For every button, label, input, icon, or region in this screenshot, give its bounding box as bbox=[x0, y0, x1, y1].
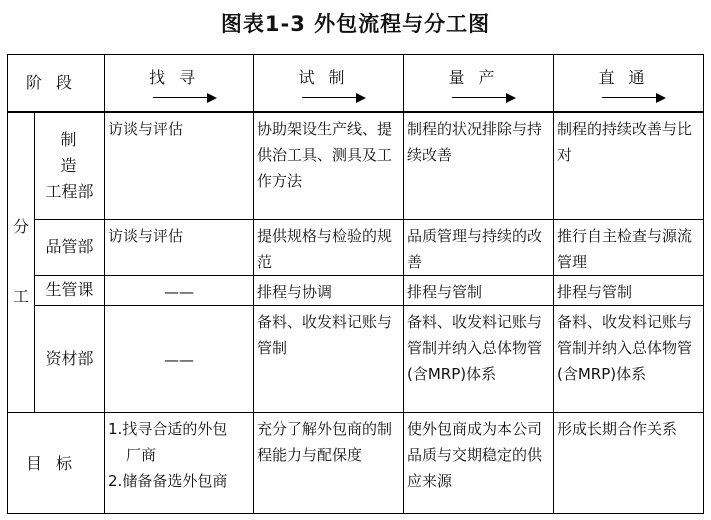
cell: 制程的状况排除与持续改善 bbox=[404, 112, 554, 219]
division-label: 分 工 bbox=[8, 112, 35, 412]
cell: 排程与管制 bbox=[554, 275, 704, 305]
cell: 充分了解外包商的制程能力与配保度 bbox=[254, 412, 404, 514]
phase-trial bbox=[254, 55, 404, 113]
arrow-right-icon bbox=[452, 93, 516, 103]
dept-production-control: 生管课 bbox=[35, 275, 105, 305]
dept-materials: 资材部 bbox=[35, 305, 105, 412]
phase-label: 试制 bbox=[298, 68, 359, 87]
cell: 使外包商成为本公司品质与交期稳定的供应来源 bbox=[404, 412, 554, 514]
goal-row bbox=[8, 412, 704, 514]
phase-mass bbox=[404, 55, 554, 113]
arrow-right-icon bbox=[153, 93, 217, 103]
phase-direct bbox=[554, 55, 704, 113]
arrow-right-icon bbox=[302, 93, 366, 103]
stage-label: 阶段 bbox=[8, 55, 105, 113]
page-title: 图表1-3 外包流程与分工图 bbox=[220, 12, 491, 36]
cell: 访谈与评估 bbox=[105, 219, 254, 275]
dept-quality: 品管部 bbox=[35, 219, 105, 275]
cell: 备料、收发料记账与管制并纳入总体物管(含MRP)体系 bbox=[554, 305, 704, 412]
table-row bbox=[8, 112, 704, 219]
cell: 备料、收发料记账与管制 bbox=[254, 305, 404, 412]
phase-find bbox=[105, 55, 254, 113]
phase-label: 直通 bbox=[598, 68, 659, 87]
dept-manufacturing: 制造 工程部 bbox=[35, 112, 105, 219]
cell: 协助架设生产线、提供治工具、测具及工作方法 bbox=[254, 112, 404, 219]
table-row bbox=[8, 305, 704, 412]
cell: 1.找寻合适的外包 厂商 2.储备备选外包商 bbox=[105, 412, 254, 514]
cell: 排程与管制 bbox=[404, 275, 554, 305]
cell: 提供规格与检验的规范 bbox=[254, 219, 404, 275]
cell: 备料、收发料记账与管制并纳入总体物管(含MRP)体系 bbox=[404, 305, 554, 412]
cell: 访谈与评估 bbox=[105, 112, 254, 219]
cell: 形成长期合作关系 bbox=[554, 412, 704, 514]
goal-label: 目标 bbox=[8, 412, 105, 514]
cell: 推行自主检查与源流管理 bbox=[554, 219, 704, 275]
arrow-right-icon bbox=[602, 93, 666, 103]
cell: —— bbox=[105, 305, 254, 412]
phase-label: 量产 bbox=[448, 68, 509, 87]
table-row bbox=[8, 275, 704, 305]
table-row bbox=[8, 219, 704, 275]
cell: —— bbox=[105, 275, 254, 305]
cell: 品质管理与持续的改善 bbox=[404, 219, 554, 275]
phase-label: 找寻 bbox=[149, 68, 210, 87]
cell: 制程的持续改善与比对 bbox=[554, 112, 704, 219]
header-row bbox=[8, 55, 704, 113]
cell: 排程与协调 bbox=[254, 275, 404, 305]
outsourcing-table bbox=[7, 54, 704, 514]
